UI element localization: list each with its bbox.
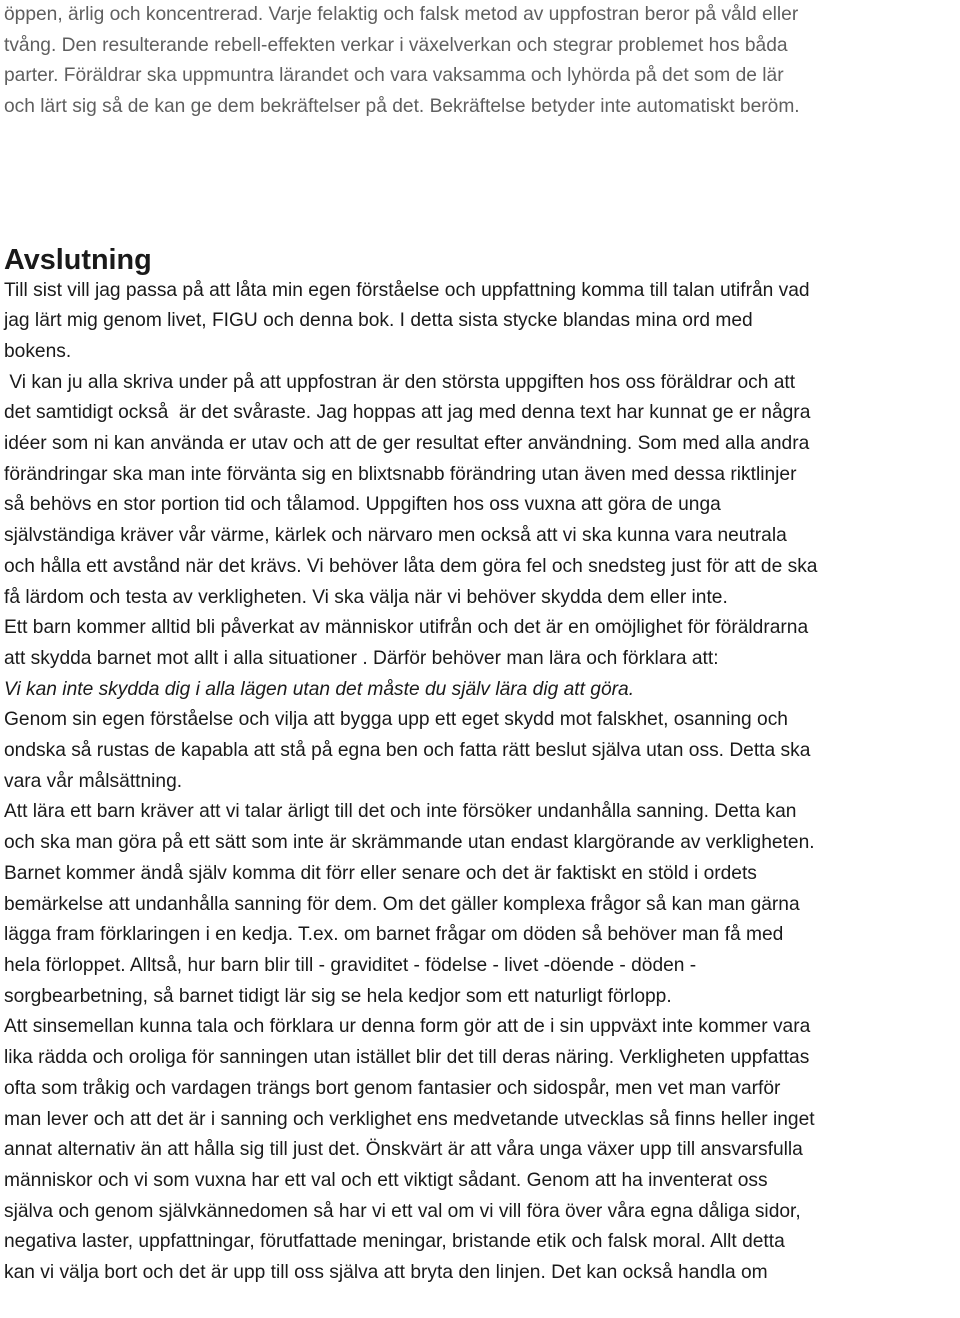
- text-line: tvång. Den resulterande rebell-effekten verkar i växelverkan och stegrar problemet hos båda: [4, 34, 788, 56]
- text-line: lägga fram förklaringen i en kedja. T.ex. om barnet frågar om döden så behöver man få med: [4, 924, 784, 946]
- text-line: öppen, ärlig och koncentrerad. Varje felaktig och falsk metod av uppfostran beror på våld eller: [4, 4, 799, 25]
- text-line: Ett barn kommer alltid bli påverkat av människor utifrån och det är en omöjlighet för föräldrarna: [4, 617, 809, 639]
- text-line: det samtidigt också är det svåraste. Jag hoppas att jag med denna text har kunnat ge er några: [4, 402, 811, 424]
- text-line: parter. Föräldrar ska uppmuntra lärandet och vara vaksamma och lyhörda på det som de lär: [4, 65, 784, 87]
- text-line: människor och vi som vuxna har ett val och ett viktigt sådant. Genom att ha inventerat oss: [4, 1169, 768, 1191]
- text-line: idéer som ni kan använda er utav och att de ger resultat efter användning. Som med alla andra: [4, 433, 810, 455]
- section-gap: [4, 123, 958, 245]
- text-line: annat alternativ än att hålla sig till just det. Önskvärt är att våra unga växer upp till ansvarsfulla: [4, 1139, 803, 1161]
- text-line: och lärt sig så de kan ge dem bekräftelser på det. Bekräftelse betyder inte automatiskt beröm.: [4, 96, 800, 118]
- intro-paragraph: [4, 0, 958, 123]
- text-line: ofta som tråkig och vardagen trängs bort genom fantasier och sidospår, men vet man varför: [4, 1077, 781, 1099]
- text-line: få lärdom och testa av verkligheten. Vi ska välja när vi behöver skydda dem eller inte.: [4, 586, 728, 608]
- text-line: ondska så rustas de kapabla att stå på egna ben och fatta rätt beslut själva utan oss. Detta ska: [4, 740, 811, 762]
- text-line: Att lära ett barn kräver att vi talar ärligt till det och inte försöker undanhålla sanning. Detta kan: [4, 801, 797, 823]
- text-line: Till sist vill jag passa på att låta min egen förståelse och uppfattning komma till talan utifrån vad: [4, 279, 810, 301]
- text-line: Genom sin egen förståelse och vilja att bygga upp ett eget skydd mot falskhet, osanning och: [4, 709, 788, 731]
- text-line: jag lärt mig genom livet, FIGU och denna bok. I detta sista stycke blandas mina ord med: [4, 310, 753, 332]
- text-line: och ska man göra på ett sätt som inte är skrämmande utan endast klargörande av verkligheten.: [4, 832, 815, 854]
- text-line: hela förloppet. Alltså, hur barn blir till - graviditet - födelse - livet -döende - döden -: [4, 954, 697, 976]
- text-line: negativa laster, uppfattningar, förutfattade meningar, bristande etik och falsk moral. Allt detta: [4, 1231, 785, 1253]
- text-line: Vi kan ju alla skriva under på att uppfostran är den största uppgiften hos oss föräldrar och att: [4, 371, 796, 393]
- document-page: [4, 0, 958, 1289]
- text-line: själva och genom självkännedomen så har vi ett val om vi vill föra över våra egna dåliga sidor,: [4, 1200, 801, 1222]
- italic-quote-line: Vi kan inte skydda dig i alla lägen utan det måste du själv lära dig att göra.: [4, 678, 635, 700]
- text-line: Barnet kommer ändå själv komma dit förr eller senare och det är faktiskt en stöld i ordets: [4, 862, 757, 884]
- text-line: bokens.: [4, 340, 72, 362]
- text-line: och hålla ett avstånd när det krävs. Vi behöver låta dem göra fel och snedsteg just för att de ska: [4, 555, 818, 577]
- text-line: kan vi välja bort och det är upp till oss själva att bryta den linjen. Det kan också handla om: [4, 1262, 768, 1284]
- text-line: man lever och att det är i sanning och verklighet ens medvetande utvecklas så finns heller inget: [4, 1108, 815, 1130]
- text-line: att skydda barnet mot allt i alla situationer . Därför behöver man lära och förklara att:: [4, 647, 719, 669]
- text-line: Att sinsemellan kunna tala och förklara ur denna form gör att de i sin uppväxt inte kommer vara: [4, 1016, 811, 1038]
- text-line: så behövs en stor portion tid och tålamod. Uppgiften hos oss vuxna att göra de unga: [4, 494, 721, 516]
- text-line: vara vår målsättning.: [4, 770, 183, 792]
- section-heading: Avslutning: [4, 243, 152, 276]
- text-line: självständiga kräver vår värme, kärlek och närvaro men också att vi ska kunna vara neutrala: [4, 525, 787, 547]
- text-line: förändringar ska man inte förvänta sig en blixtsnabb förändring utan även med dessa riktlinjer: [4, 463, 797, 485]
- text-line: lika rädda och oroliga för sanningen utan istället blir det till deras näring. Verkligheten uppfattas: [4, 1047, 810, 1069]
- section-body: [4, 276, 958, 1289]
- text-line: bemärkelse att undanhålla sanning för dem. Om det gäller komplexa frågor så kan man gärna: [4, 893, 800, 915]
- text-line: sorgbearbetning, så barnet tidigt lär sig se hela kedjor som ett naturligt förlopp.: [4, 985, 672, 1007]
